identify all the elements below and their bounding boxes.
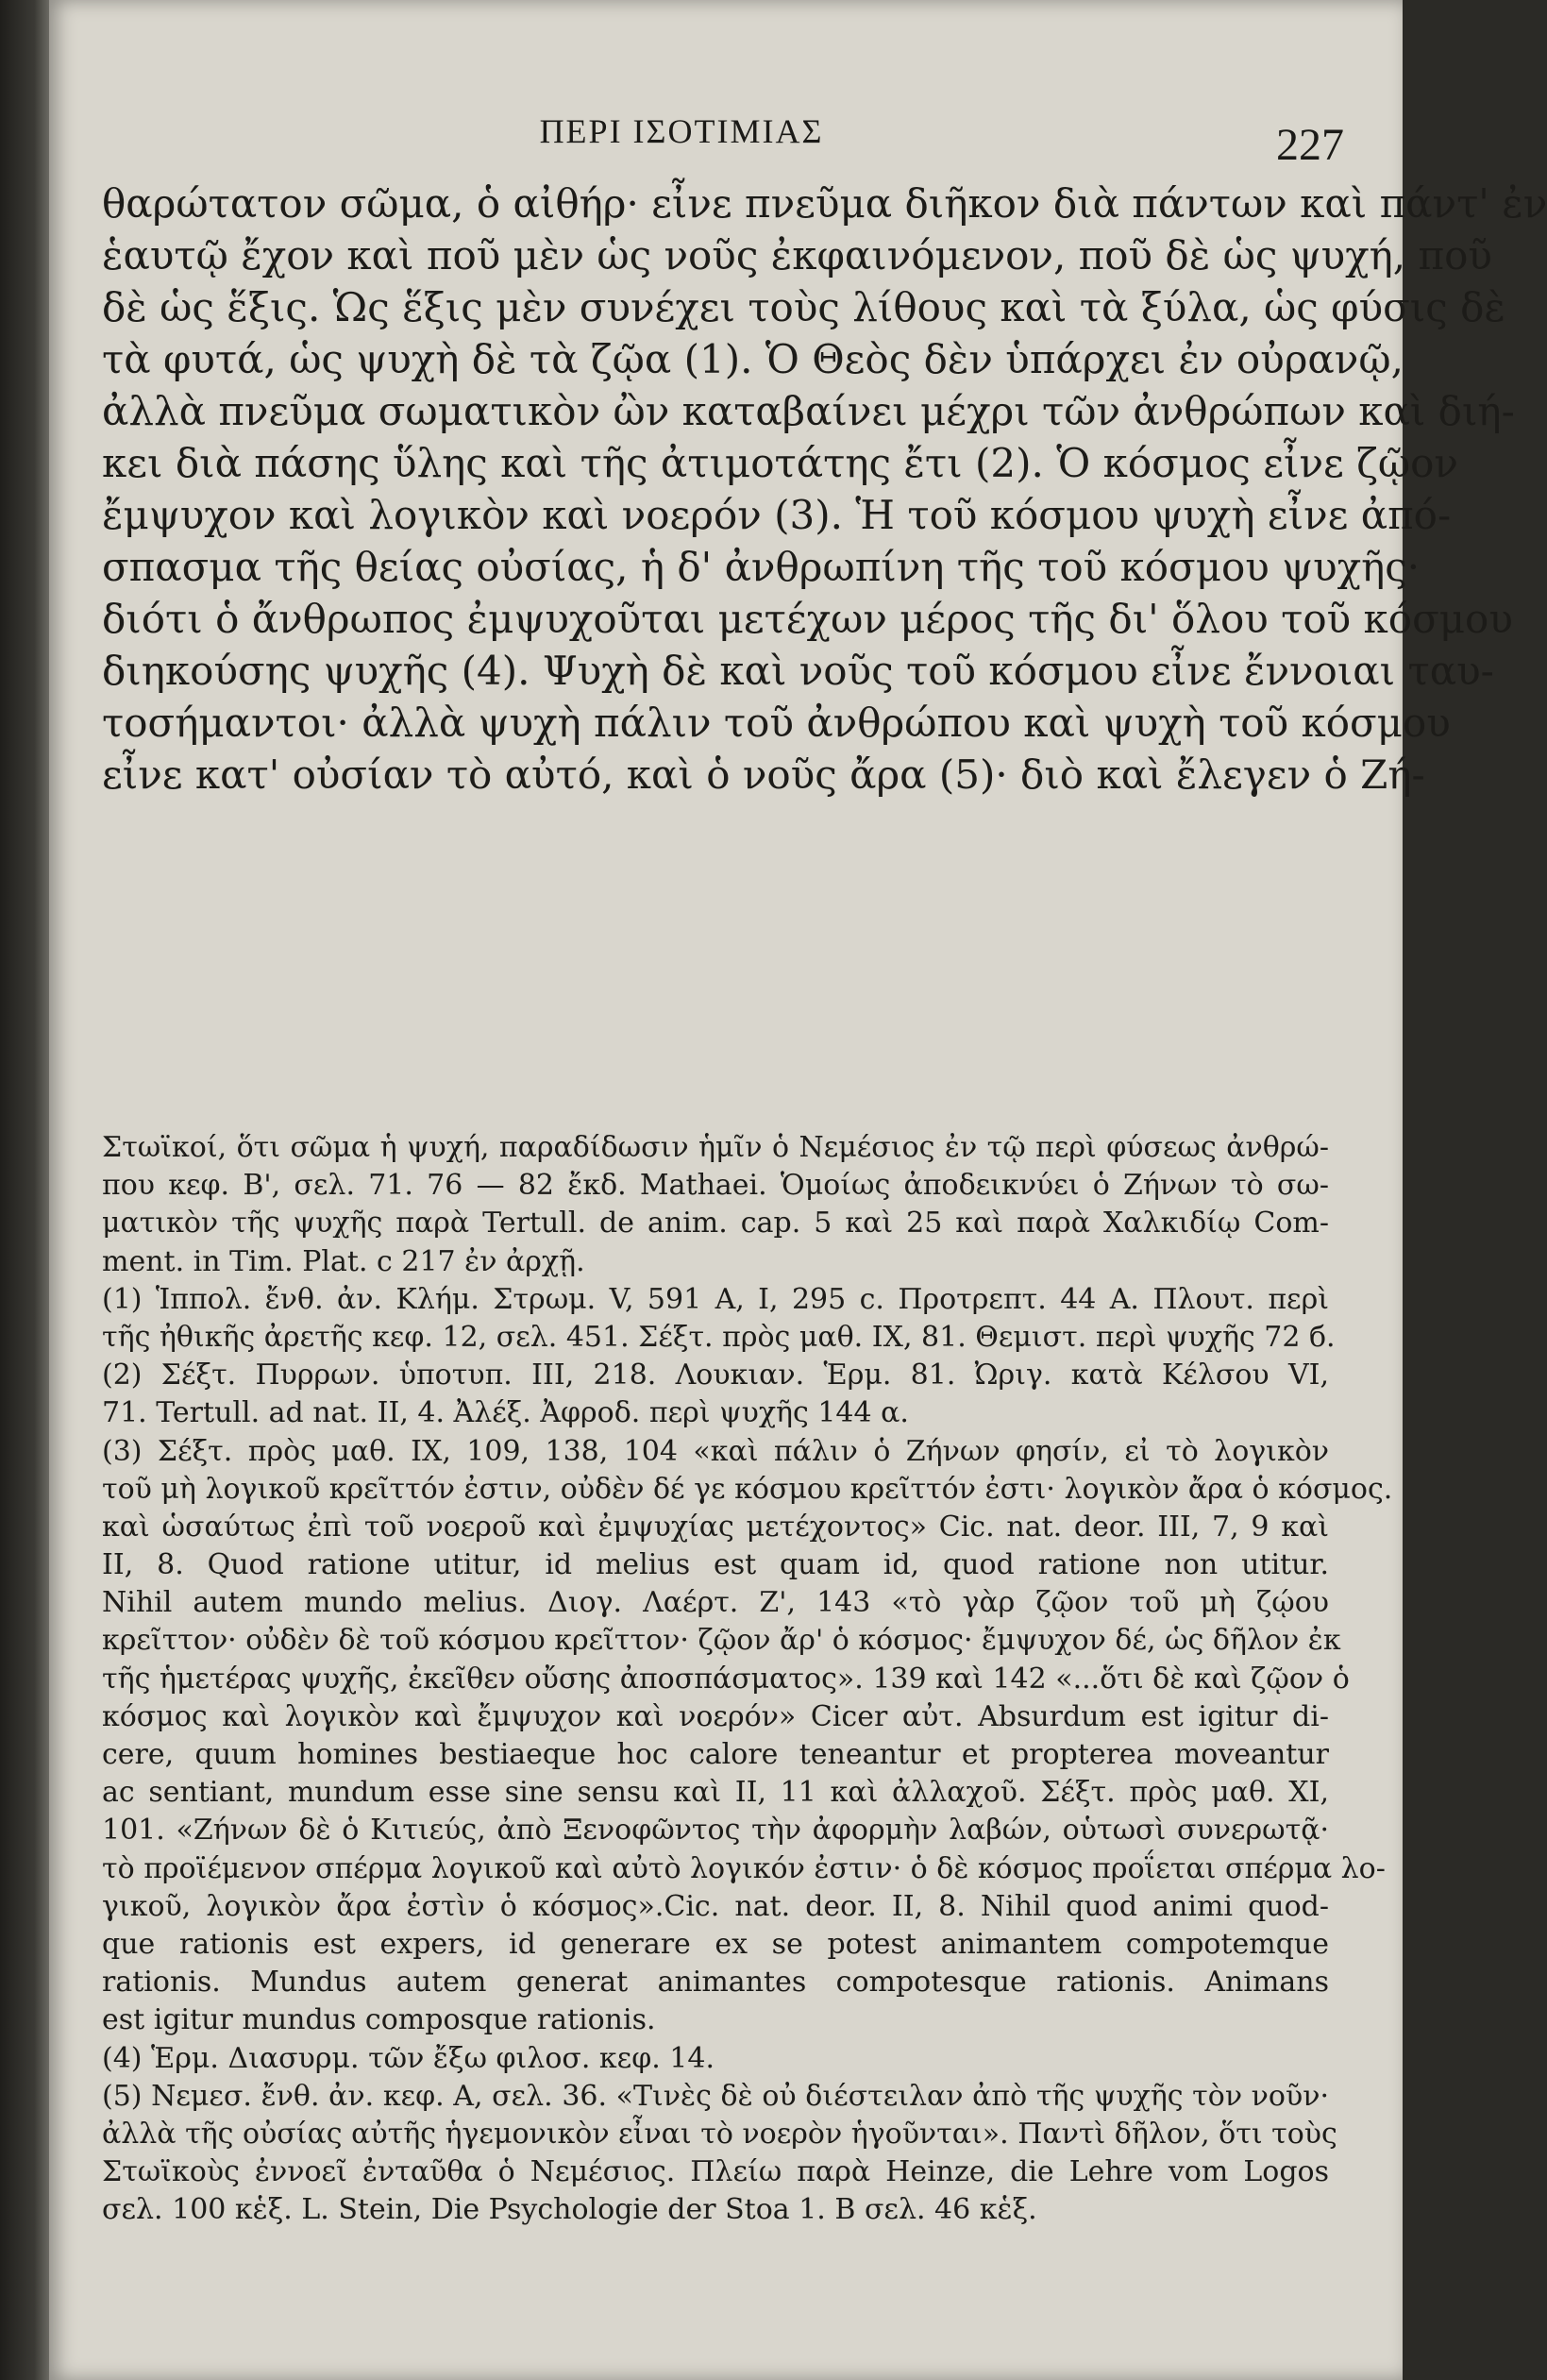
footnote-line: 101. «Ζήνων δὲ ὁ Κιτιεύς, ἀπὸ Ξενοφῶντος τὴν ἀφορμὴν λαβών, οὑτωσὶ συνερωτᾷ· (102, 1814, 1329, 1848)
footnote-line: (1) Ἱππολ. ἔνθ. ἀν. Κλήμ. Στρωμ. V, 591 A, I, 295 c. Προτρεπτ. 44 A. Πλουτ. περὶ (102, 1282, 1329, 1316)
footnote-line: (3) Σέξτ. πρὸς μαθ. IX, 109, 138, 104 «καὶ πάλιν ὁ Ζήνων φησίν, εἰ τὸ λογικὸν (102, 1434, 1329, 1468)
footnote-line: est igitur mundus composque rationis. (102, 2003, 656, 2037)
text-line: ἀλλὰ πνεῦμα σωματικὸν ὢν καταβαίνει μέχρι τῶν ἀνθρώπων καὶ διή- (102, 388, 1515, 434)
footnote-line: (5) Νεμεσ. ἔνθ. ἀν. κεφ. A, σελ. 36. «Τινὲς δὲ οὐ διέστειλαν ἀπὸ τῆς ψυχῆς τὸν νοῦν· (102, 2079, 1329, 2113)
text-line: τὰ φυτά, ὡς ψυχὴ δὲ τὰ ζῷα (1). Ὁ Θεὸς δὲν ὑπάρχει ἐν οὐρανῷ, (102, 336, 1404, 382)
page-gutter-shadow (0, 0, 49, 2380)
footnote-line: ment. in Tim. Plat. c 217 ἐν ἀρχῇ. (102, 1244, 585, 1278)
footnote-line: Στωϊκοὺς ἐννοεῖ ἐνταῦθα ὁ Νεμέσιος. Πλείω παρὰ Heinze, die Lehre vom Logos (102, 2155, 1329, 2189)
main-text (102, 177, 1547, 801)
text-line: τοσήμαντοι· ἀλλὰ ψυχὴ πάλιν τοῦ ἀνθρώπου καὶ ψυχὴ τοῦ κόσμου (102, 700, 1451, 746)
footnote-line: που κεφ. Β', σελ. 71. 76 — 82 ἔκδ. Mathaei. Ὁμοίως ἀποδεικνύει ὁ Ζήνων τὸ σω- (102, 1169, 1329, 1203)
text-line: ἔμψυχον καὶ λογικὸν καὶ νοερόν (3). Ἡ τοῦ κόσμου ψυχὴ εἶνε ἀπό- (102, 492, 1452, 538)
page-number: 227 (1276, 120, 1344, 170)
footnote-line: καὶ ὡσαύτως ἐπὶ τοῦ νοεροῦ καὶ ἐμψυχίας μετέχοντος» Cic. nat. deor. III, 7, 9 καὶ (102, 1510, 1329, 1544)
text-line: δὲ ὡς ἕξις. Ὡς ἕξις μὲν συνέχει τοὺς λίθους καὶ τὰ ξύλα, ὡς φύσις δὲ (102, 284, 1505, 330)
footnote-line: γικοῦ, λογικὸν ἄρα ἐστὶν ὁ κόσμος».Cic. nat. deor. II, 8. Nihil quod animi quod- (102, 1889, 1329, 1923)
footnotes (102, 1129, 1393, 2229)
text-line: σπασμα τῆς θείας οὐσίας, ἡ δ' ἀνθρωπίνη τῆς τοῦ κόσμου ψυχῆς· (102, 544, 1421, 590)
footnote-line: σελ. 100 κἑξ. L. Stein, Die Psychologie der Stoa 1. B σελ. 46 κἑξ. (102, 2193, 1037, 2227)
footnote-line: Nihil autem mundo melius. Διογ. Λαέρτ. Ζ', 143 «τὸ γὰρ ζῷον τοῦ μὴ ζῴου (102, 1586, 1329, 1620)
footnote-line: κρεῖττον· οὐδὲν δὲ τοῦ κόσμου κρεῖττον· ζῷον ἄρ' ὁ κόσμος· ἔμψυχον δέ, ὡς δῆλον ἐκ (102, 1624, 1341, 1658)
text-line: διηκούσης ψυχῆς (4). Ψυχὴ δὲ καὶ νοῦς τοῦ κόσμου εἶνε ἔννοιαι ταυ- (102, 648, 1494, 694)
footnote-line: ac sentiant, mundum esse sine sensu καὶ II, 11 καὶ ἀλλαχοῦ. Σέξτ. πρὸς μαθ. XI, (102, 1776, 1329, 1810)
footnote-line: Στωϊκοί, ὅτι σῶμα ἡ ψυχή, παραδίδωσιν ἡμῖν ὁ Νεμέσιος ἐν τῷ περὶ φύσεως ἀνθρώ- (102, 1131, 1329, 1164)
text-line: διότι ὁ ἄνθρωπος ἐμψυχοῦται μετέχων μέρος τῆς δι' ὅλου τοῦ κόσμου (102, 596, 1513, 642)
footnote-line: II, 8. Quod ratione utitur, id melius est quam id, quod ratione non utitur. (102, 1548, 1329, 1582)
footnote-line: τὸ προϊέμενον σπέρμα λογικοῦ καὶ αὐτὸ λογικόν ἐστιν· ὁ δὲ κόσμος προΐεται σπέρμα λο- (102, 1851, 1386, 1885)
text-line: εἶνε κατ' οὐσίαν τὸ αὐτό, καὶ ὁ νοῦς ἄρα (5)· διὸ καὶ ἔλεγεν ὁ Ζή- (102, 751, 1425, 798)
text-line: θαρώτατον σῶμα, ὁ αἰθήρ· εἶνε πνεῦμα διῆκον διὰ πάντων καὶ πάντ' ἐν (102, 180, 1547, 227)
footnote-line: (2) Σέξτ. Πυρρων. ὑποτυπ. III, 218. Λουκιαν. Ἑρμ. 81. Ὠριγ. κατὰ Κέλσου VI, (102, 1359, 1329, 1393)
footnote-line: τοῦ μὴ λογικοῦ κρεῖττόν ἐστιν, οὐδὲν δέ γε κόσμου κρεῖττόν ἐστι· λογικὸν ἄρα ὁ κόσμος. (102, 1472, 1393, 1506)
book-page (49, 0, 1547, 2380)
footnote-line: que rationis est expers, id generare ex se potest animantem compotemque (102, 1927, 1329, 1961)
footnote-line: ματικὸν τῆς ψυχῆς παρὰ Tertull. de anim. cap. 5 καὶ 25 καὶ παρὰ Χαλκιδίῳ Com- (102, 1207, 1329, 1241)
footnote-line: rationis. Mundus autem generat animantes compotesque rationis. Animans (102, 1966, 1329, 2000)
text-line: κει διὰ πάσης ὕλης καὶ τῆς ἀτιμοτάτης ἔτι (2). Ὁ κόσμος εἶνε ζῷον (102, 440, 1458, 486)
footnote-line: cere, quum homines bestiaeque hoc calore teneantur et propterea moveantur (102, 1738, 1329, 1771)
footnote-line: ἀλλὰ τῆς οὐσίας αὐτῆς ἡγεμονικὸν εἶναι τὸ νοερὸν ἡγοῦνται». Παντὶ δῆλον, ὅτι τοὺς (102, 2117, 1337, 2151)
text-line: ἑαυτῷ ἔχον καὶ ποῦ μὲν ὡς νοῦς ἐκφαινόμενον, ποῦ δὲ ὡς ψυχή, ποῦ (102, 232, 1492, 279)
footnote-line: κόσμος καὶ λογικὸν καὶ ἔμψυχον καὶ νοερόν» Cicer αὐτ. Absurdum est igitur di- (102, 1699, 1329, 1733)
footnote-line: τῆς ἠθικῆς ἀρετῆς κεφ. 12, σελ. 451. Σέξτ. πρὸς μαθ. IX, 81. Θεμιστ. περὶ ψυχῆς 72 б. (102, 1320, 1336, 1354)
footnote-line: τῆς ἡμετέρας ψυχῆς, ἐκεῖθεν οὔσης ἀποσπάσματος». 139 καὶ 142 «...ὅτι δὲ καὶ ζῷον ὁ (102, 1662, 1350, 1696)
footnote-line: 71. Tertull. ad nat. II, 4. Ἀλέξ. Ἀφροδ. περὶ ψυχῆς 144 α. (102, 1396, 909, 1430)
running-title: ΠΕΡΙ ΙΣΟΤΙΜΙΑΣ (539, 112, 824, 150)
footnote-line: (4) Ἑρμ. Διασυρμ. τῶν ἔξω φιλοσ. κεφ. 14. (102, 2041, 715, 2075)
